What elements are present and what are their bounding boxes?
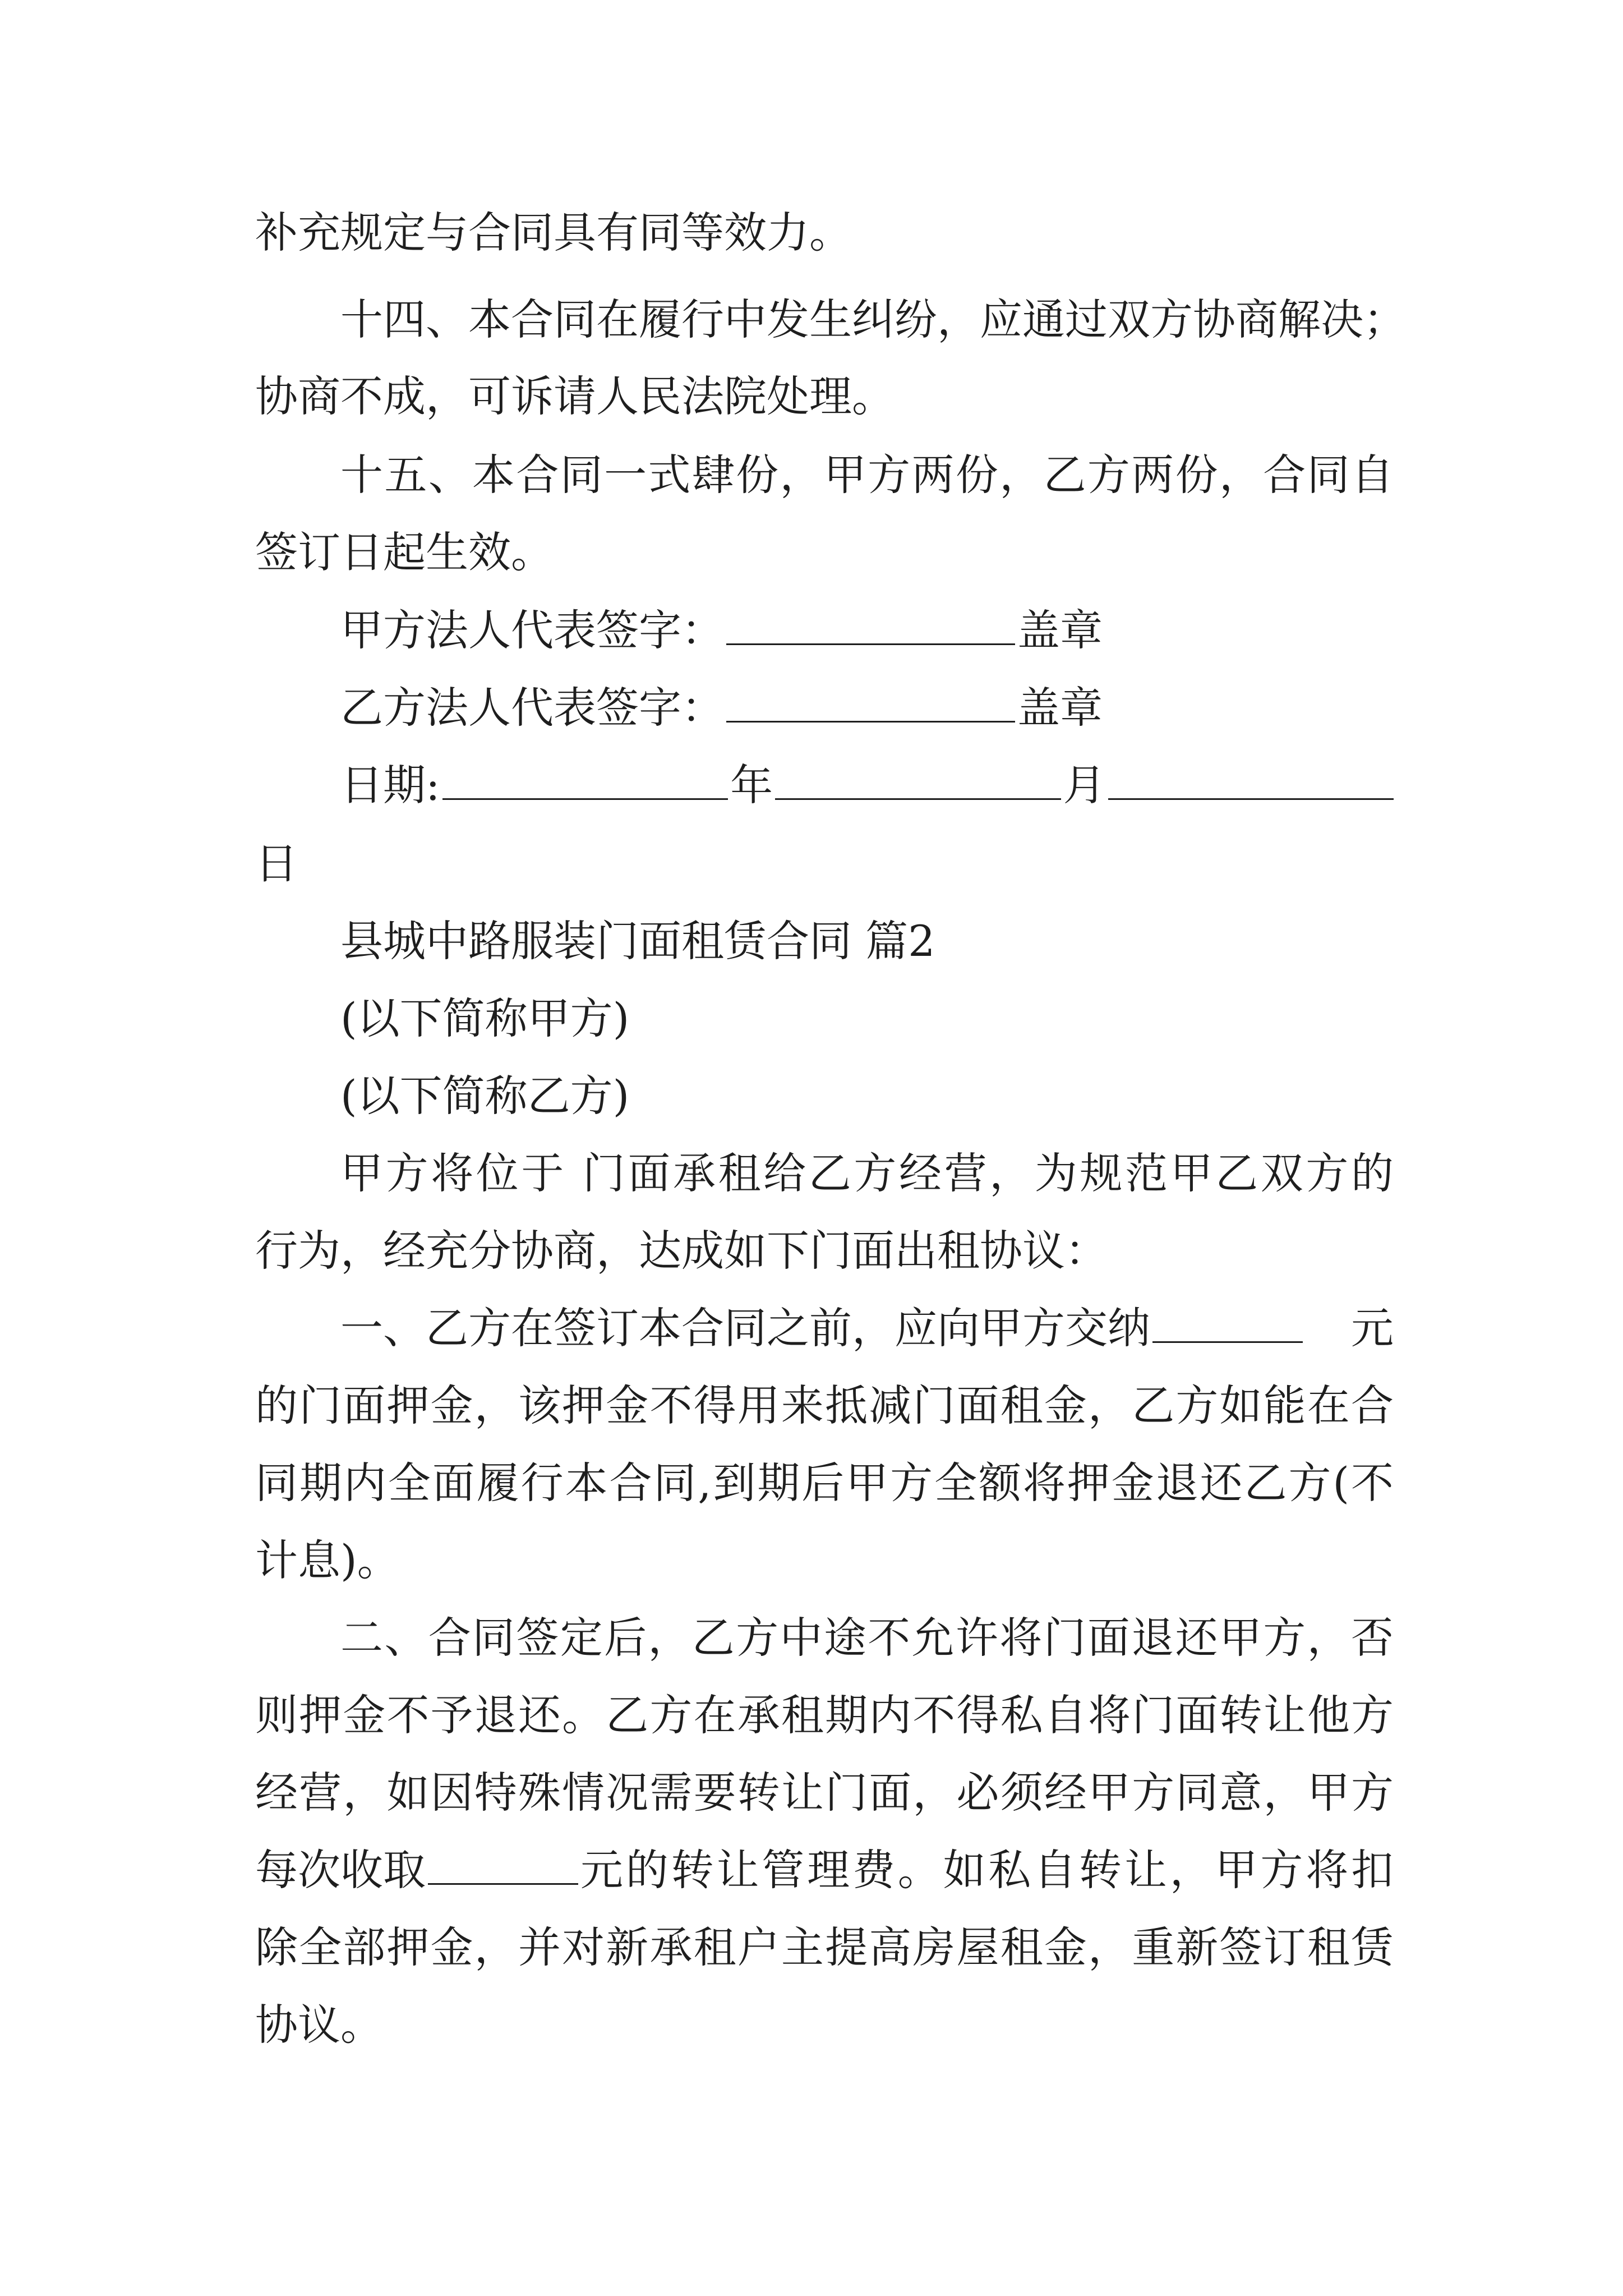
day-blank xyxy=(1108,759,1394,800)
date-label: 日期: xyxy=(340,760,440,810)
clause-2-line-1: 二、合同签定后，乙方中途不允许将门面退还甲方，否 xyxy=(340,1613,1394,1663)
clause-2-text-b: 元的转让管理费。如私自转让，甲方将扣 xyxy=(580,1845,1394,1895)
deposit-amount-blank xyxy=(1152,1302,1303,1343)
year-label: 年 xyxy=(730,760,773,810)
clause-14-line-2: 协商不成，可诉请人民法院处理。 xyxy=(255,371,895,421)
clause-1-line-2: 的门面押金，该押金不得用来抵减门面租金，乙方如能在合 xyxy=(255,1381,1394,1430)
clause-1-text-b: 元 xyxy=(1351,1303,1394,1353)
clause-2-line-2: 则押金不予退还。乙方在承租期内不得私自将门面转让他方 xyxy=(255,1690,1394,1740)
clause-2-text-a: 每次收取 xyxy=(255,1845,426,1895)
party-a-designation: (以下简称甲方) xyxy=(340,993,630,1043)
month-label: 月 xyxy=(1063,760,1106,810)
party-b-signature-line xyxy=(340,680,1103,736)
month-blank xyxy=(775,759,1061,800)
party-a-signature-label: 甲方法人代表签字： xyxy=(340,605,724,655)
clause-2-line-3: 经营，如因特殊情况需要转让门面，必须经甲方同意，甲方 xyxy=(255,1768,1394,1818)
clause-14-line-1: 十四、本合同在履行中发生纠纷，应通过双方协商解决； xyxy=(340,295,1406,344)
clause-1-text-a: 一、乙方在签订本合同之前，应向甲方交纳 xyxy=(340,1303,1150,1353)
clause-15-line-2: 签订日起生效。 xyxy=(255,527,554,577)
clause-2-line-6: 协议。 xyxy=(255,2000,383,2050)
party-b-signature-blank xyxy=(726,682,1015,723)
intro-line-2: 行为，经充分协商，达成如下门面出租协议： xyxy=(255,1226,1108,1276)
party-b-seal-label: 盖章 xyxy=(1017,683,1103,733)
paragraph-supplement: 补充规定与合同具有同等效力。 xyxy=(255,208,852,257)
party-a-signature-blank xyxy=(726,604,1015,645)
clause-1-line-3: 同期内全面履行本合同,到期后甲方全额将押金退还乙方(不 xyxy=(255,1458,1394,1508)
clause-1-line-1 xyxy=(340,1300,1394,1356)
day-label: 日 xyxy=(255,839,298,889)
date-line xyxy=(340,757,1394,813)
intro-line-1: 甲方将位于 门面承租给乙方经营，为规范甲乙双方的 xyxy=(340,1148,1394,1198)
party-b-signature-label: 乙方法人代表签字： xyxy=(340,683,724,733)
clause-15-line-1: 十五、本合同一式肆份，甲方两份，乙方两份，合同自 xyxy=(340,450,1394,500)
clause-2-line-4 xyxy=(255,1842,1394,1898)
party-b-designation: (以下简称乙方) xyxy=(340,1071,630,1121)
party-a-signature-line xyxy=(340,602,1103,659)
clause-1-line-4: 计息)。 xyxy=(255,1535,400,1585)
transfer-fee-blank xyxy=(428,1844,578,1885)
party-a-seal-label: 盖章 xyxy=(1017,605,1103,655)
clause-2-line-5: 除全部押金，并对新承租户主提高房屋租金，重新签订租赁 xyxy=(255,1922,1394,1972)
section-2-title: 县城中路服装门面租赁合同 篇2 xyxy=(340,916,935,966)
year-blank xyxy=(442,759,728,800)
